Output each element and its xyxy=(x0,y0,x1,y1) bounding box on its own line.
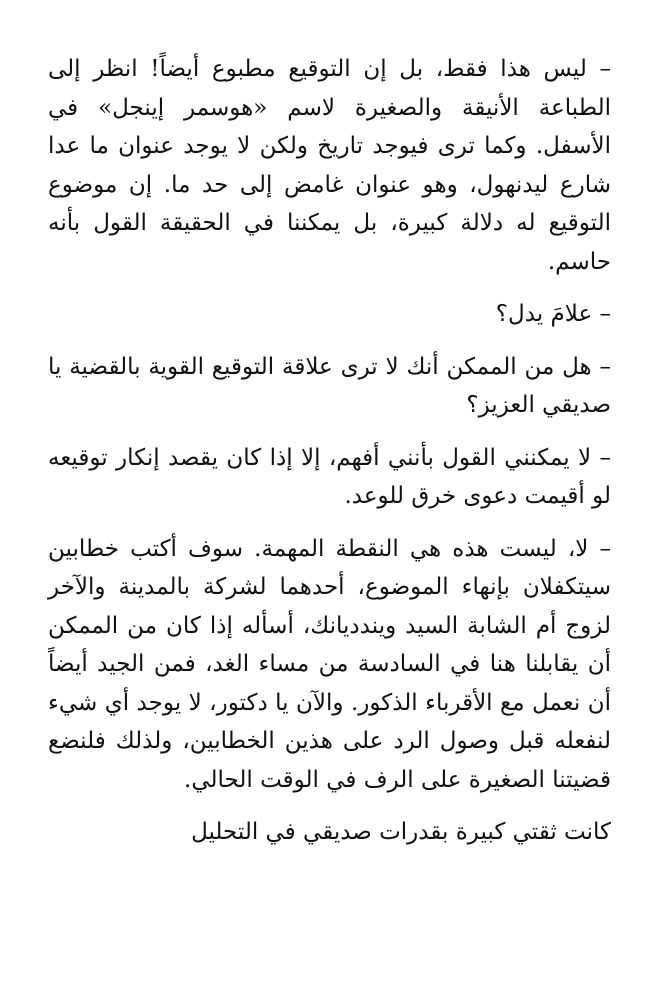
dialogue-paragraph-3: – هل من الممكن أنك لا ترى علاقة التوقيع القوية بالقضية يا صديقي العزيز؟ xyxy=(48,353,611,418)
dialogue-paragraph-5: – لا، ليست هذه هي النقطة المهمة. سوف أكتب خطابين سيتكفلان بإنهاء الموضوع، أحدهما لشركة بالمدينة والآخر لزوج أم الشابة السيد ويندديانك، أسأله إذا كان من الممكن أن يقابلنا هنا في السادسة من مساء الغد، فمن الجيد أيضاً أن نعمل مع الأقرباء الذكور. والآن يا دكتور، لا يوجد أي شيء لنفعله قبل وصول الرد على هذين الخطابين، ولذلك فلنضع قضيتنا الصغيرة على الرف في الوقت الحالي. xyxy=(48,535,611,793)
narrative-paragraph: كانت ثقتي كبيرة بقدرات صديقي في التحليل xyxy=(191,819,611,845)
dialogue-paragraph-1: – ليس هذا فقط، بل إن التوقيع مطبوع أيضاً! انظر إلى الطباعة الأنيقة والصغيرة لاسم «هوسمر إينجل» في الأسفل. وكما ترى فيوجد تاريخ ولكن لا يوجد عنوان ما عدا شارع ليدنهول، وهو عنوان غامض إلى حد ما. إن موضوع التوقيع له دلالة كبيرة، بل يمكننا في الحقيقة القول بأنه حاسم. xyxy=(48,56,611,275)
dialogue-paragraph-4: – لا يمكنني القول بأنني أفهم، إلا إذا كان يقصد إنكار توقيعه لو أقيمت دعوى خرق للوعد. xyxy=(48,444,611,509)
dialogue-paragraph-2: – علامَ يدل؟ xyxy=(495,301,611,327)
